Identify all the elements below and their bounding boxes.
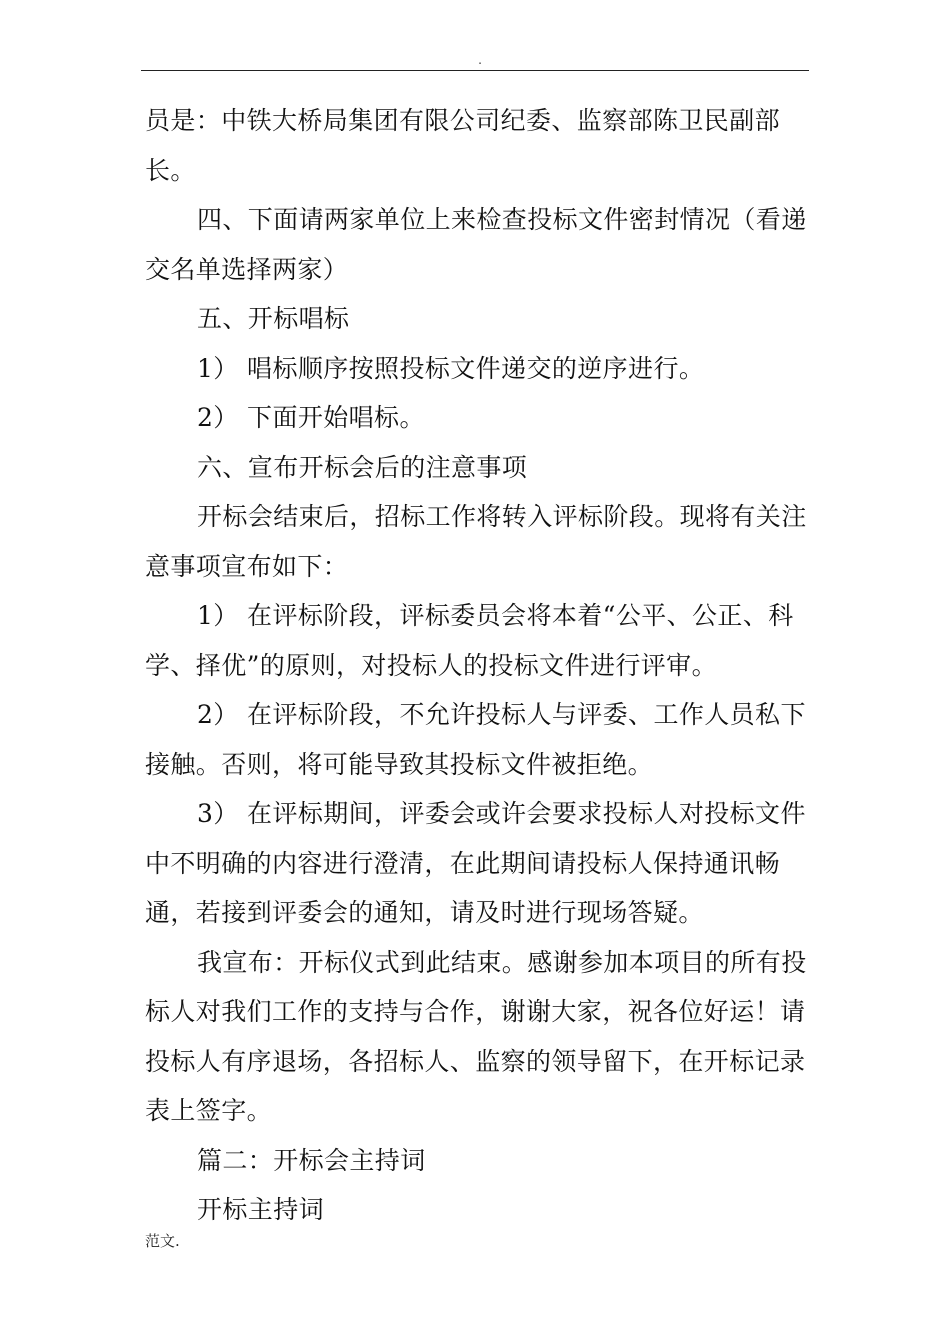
document-title: 开标主持词 xyxy=(197,1195,325,1224)
chapter-title: 篇二：开标会主持词 xyxy=(197,1145,426,1175)
section-heading: 六、宣布开标会后的注意事项 xyxy=(197,452,528,482)
header-rule xyxy=(141,70,809,71)
footer-label: 范文. xyxy=(145,1232,180,1250)
paragraph: 员是：中铁大桥局集团有限公司纪委、监察部陈卫民副部长。 xyxy=(145,106,781,185)
list-item: 3） 在评标期间，评委会或许会要求投标人对投标文件 中不明确的内容进行澄清，在此期间请投标人保持通讯畅通，若接到评委会的通知，请及时进行现场答疑。 xyxy=(145,799,806,927)
list-item: 2） 下面开始唱标。 xyxy=(197,403,425,432)
paragraph: 四、下面请两家单位上来检查投标文件密封情况（看递交名单选择两家） xyxy=(145,205,807,284)
list-item: 2） 在评标阶段，不允许投标人与评委、工作人员私下接触。否则，将可能导致其投标文件被拒绝。 xyxy=(145,700,806,779)
section-heading: 五、开标唱标 xyxy=(197,304,350,333)
document-body xyxy=(145,96,817,1235)
list-item: 1） 唱标顺序按照投标文件递交的逆序进行。 xyxy=(197,353,705,383)
paragraph: 开标会结束后，招标工作将转入评标阶段。现将有关注意事项宣布如下： xyxy=(145,502,807,581)
paragraph: 我宣布：开标仪式到此结束。感谢参加本项目的所有投标人对我们工作的支持与合作，谢谢大家，祝各位好运！请投标人有序退场，各招标人、监察的领导留下，在开标记录表上签字。 xyxy=(145,947,807,1125)
header-mark: . xyxy=(478,53,482,67)
list-item: 1） 在评标阶段，评标委员会将本着“公平、公正、科学、择优”的原则，对投标人的投标文件进行评审。 xyxy=(145,601,794,680)
